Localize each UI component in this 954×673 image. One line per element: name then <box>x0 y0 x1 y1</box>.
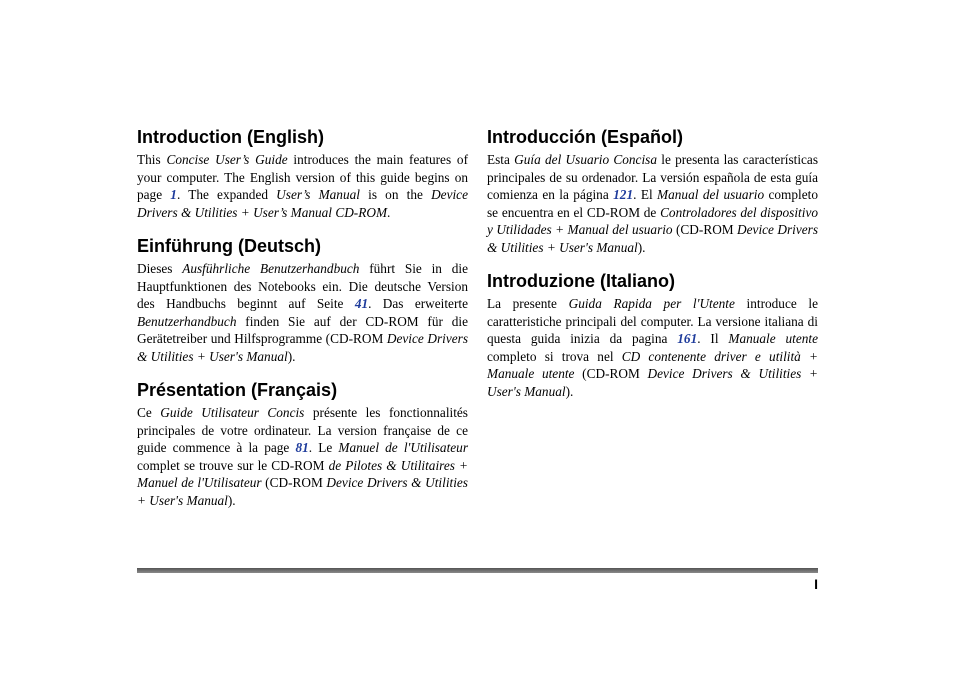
text: This <box>137 152 167 167</box>
text: ). <box>565 383 574 399</box>
text: is on the <box>359 187 432 202</box>
cd-title: Device Drivers & Utilities + User’s Manual CD-ROM <box>137 187 468 220</box>
cd-title-english: Device Drivers & Utilities + User's Manual <box>487 222 818 255</box>
section-french <box>137 379 468 509</box>
text: introduce le caratteristiche principali del computer. La versione italiana di questa guida inizia da pagina <box>487 296 818 346</box>
section-body-italian <box>487 295 818 400</box>
section-german <box>137 235 468 365</box>
manual-title: Benutzerhandbuch <box>137 313 237 329</box>
text: . El <box>633 187 658 202</box>
section-body-german <box>137 260 468 365</box>
manual-title: Manual del usuario <box>657 187 765 202</box>
guide-title: Guida Rapida per l'Utente <box>568 296 735 311</box>
text: ). <box>227 492 236 508</box>
guide-title: Concise User’s Guide <box>166 152 288 167</box>
section-heading-french: Présentation (Français) <box>137 380 338 400</box>
text: présente les fonctionnalités principales de votre ordinateur. La version française de ce guide commence à la page <box>137 405 468 455</box>
page-link-french[interactable]: 81 <box>295 440 309 455</box>
section-heading-italian: Introduzione (Italiano) <box>487 271 675 291</box>
text: introduces the main features of your computer. The English version of this guide begins on page <box>137 152 469 202</box>
cd-title-english: Device Drivers & Utilities + User's Manual <box>137 475 468 508</box>
text: . The expanded <box>176 187 277 202</box>
text: . Das erweiterte <box>368 296 468 311</box>
right-column <box>487 126 818 414</box>
text: ). <box>287 348 296 364</box>
text: Dieses <box>137 261 183 276</box>
cd-title-english: Device Drivers & Utilities + User's Manual <box>487 366 818 399</box>
section-body-spanish <box>487 151 818 256</box>
text: führt Sie in die Hauptfunktionen des Notebooks ein. Die deutsche Version des Handbuchs beginnt auf Seite <box>137 261 468 311</box>
cd-title: CD contenente driver e utilità + Manuale utente <box>487 348 818 381</box>
text: le presenta las características principales de su ordenador. La versión española de esta guía comienza en la página <box>487 152 818 202</box>
text: . Il <box>697 331 729 346</box>
guide-title: Guide Utilisateur Concis <box>160 405 305 420</box>
text: (CD-ROM <box>672 222 738 237</box>
page-link-spanish[interactable]: 121 <box>613 187 634 202</box>
text: Esta <box>487 152 515 167</box>
section-body-french <box>137 404 468 509</box>
page-number: I <box>814 576 818 592</box>
section-heading-spanish: Introducción (Español) <box>487 127 683 147</box>
section-spanish <box>487 126 818 256</box>
section-italian <box>487 270 818 400</box>
text: (CD-ROM <box>261 475 327 490</box>
manual-title: Manuale utente <box>728 331 818 346</box>
page-link-german[interactable]: 41 <box>354 296 369 311</box>
cd-title: Controladores del dispositivo y Utilidades + Manual del usuario <box>487 204 818 237</box>
cd-title: de Pilotes & Utilitaires + Manuel de l'Utilisateur <box>137 457 468 490</box>
guide-title: Ausführliche Benutzerhandbuch <box>182 261 360 276</box>
text: completo se encuentra en el CD-ROM de <box>487 187 818 220</box>
text: finden Sie auf der CD-ROM für die Gerätetreiber und Hilfsprogramme (CD-ROM <box>137 313 468 346</box>
text: ). <box>637 239 646 255</box>
manual-title: User’s Manual <box>276 187 360 202</box>
left-column <box>137 126 468 523</box>
text: (CD-ROM <box>574 366 648 381</box>
text: . <box>387 204 391 220</box>
guide-title: Guía del Usuario Concisa <box>514 152 657 167</box>
section-body-english <box>137 151 468 221</box>
text: La presente <box>487 296 569 311</box>
text: . Le <box>308 440 339 455</box>
cd-title: Device Drivers & Utilities + User's Manual <box>137 331 468 364</box>
section-heading-english: Introduction (English) <box>137 127 324 147</box>
section-english <box>137 126 468 221</box>
page-link-italian[interactable]: 161 <box>677 331 698 346</box>
page-link-english[interactable]: 1 <box>170 187 177 202</box>
section-heading-german: Einführung (Deutsch) <box>137 236 321 256</box>
footer-divider <box>137 568 818 573</box>
text: completo si trova nel <box>487 348 622 364</box>
text: Ce <box>137 405 161 420</box>
text: complet se trouve sur le CD-ROM <box>137 457 329 473</box>
manual-title: Manuel de l'Utilisateur <box>338 440 469 455</box>
